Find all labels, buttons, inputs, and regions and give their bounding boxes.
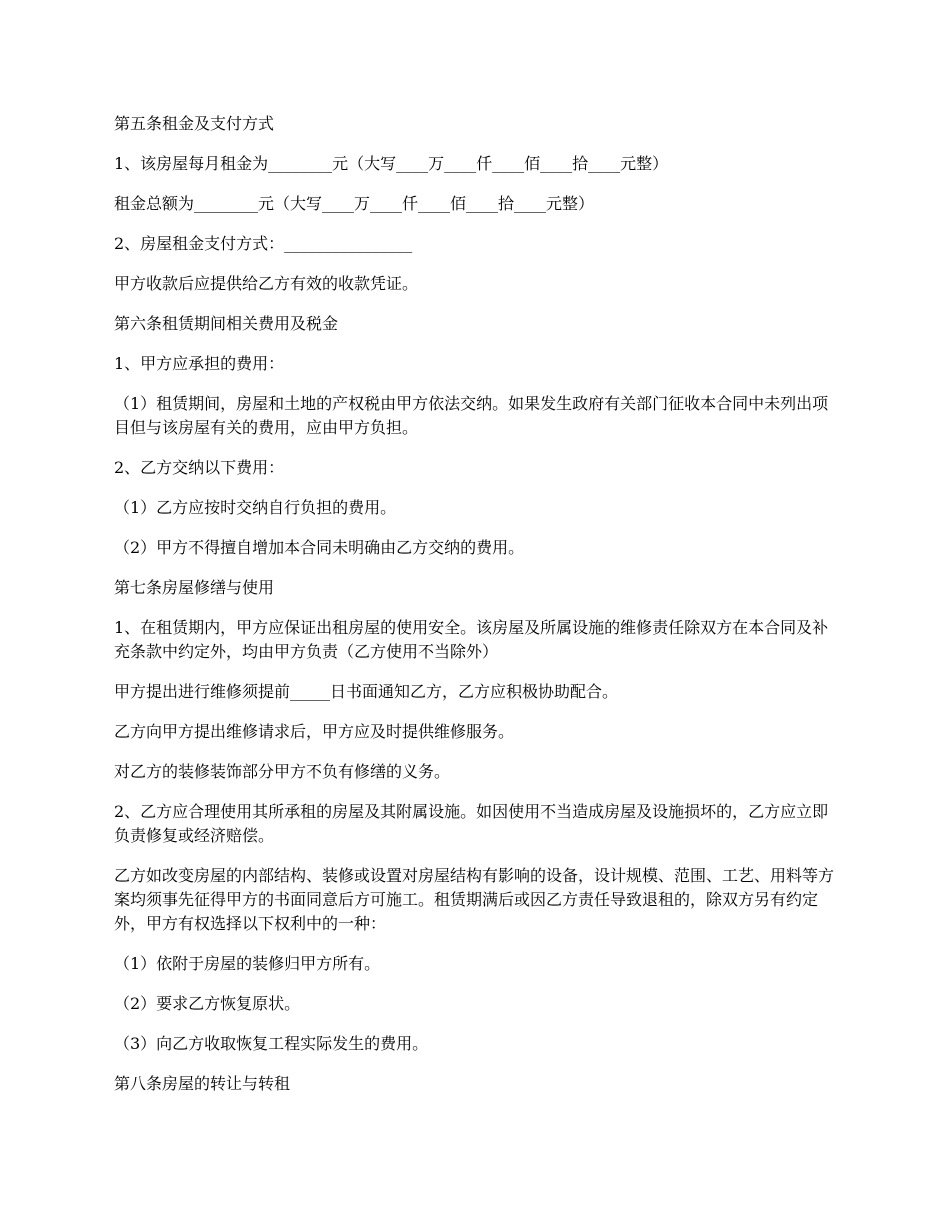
total-rent-clause: 租金总额为________元（大写____万____仟____佰____拾____元整） (114, 194, 595, 213)
decoration-clause: 对乙方的装修装饰部分甲方不负有修缮的义务。 (114, 762, 451, 781)
option-item-2: （2）要求乙方恢复原状。 (114, 994, 301, 1013)
repair-service-clause: 乙方向甲方提出维修请求后，甲方应及时提供维修服务。 (114, 722, 515, 741)
proper-use-clause: 2、乙方应合理使用其所承租的房屋及其附属设施。如因使用不当造成房屋及设施损坏的，乙方应立即负责修复或经济赔偿。 (114, 802, 829, 845)
document-page (114, 112, 842, 1112)
party-b-fees-heading: 2、乙方交纳以下费用： (114, 458, 285, 477)
option-item-3: （3）向乙方收取恢复工程实际发生的费用。 (114, 1034, 429, 1053)
section-heading-7: 第七条房屋修缮与使用 (114, 578, 275, 597)
section-heading-8: 第八条房屋的转让与转租 (114, 1074, 291, 1093)
repair-notice-clause: 甲方提出进行维修须提前_____日书面通知乙方，乙方应积极协助配合。 (114, 682, 619, 701)
repair-clause-1: 1、在租赁期内，甲方应保证出租房屋的使用安全。该房屋及所属设施的维修责任除双方在本合同及补充条款中约定外，均由甲方负责（乙方使用不当除外） (114, 618, 829, 661)
party-a-fees-item-1: （1）租赁期间，房屋和土地的产权税由甲方依法交纳。如果发生政府有关部门征收本合同中未列出项目但与该房屋有关的费用，应由甲方负担。 (114, 394, 829, 437)
party-b-fees-item-1: （1）乙方应按时交纳自行负担的费用。 (114, 498, 397, 517)
section-heading-5: 第五条租金及支付方式 (114, 114, 275, 133)
structure-change-clause: 乙方如改变房屋的内部结构、装修或设置对房屋结构有影响的设备，设计规模、范围、工艺、用料等方案均须事先征得甲方的书面同意后方可施工。租赁期满后或因乙方责任导致退租的，除双方另有约定外，甲方有权选择以下权利中的一种： (114, 866, 835, 933)
monthly-rent-clause: 1、该房屋每月租金为________元（大写____万____仟____佰____拾____元整） (114, 154, 669, 173)
party-a-fees-heading: 1、甲方应承担的费用： (114, 354, 285, 373)
receipt-clause: 甲方收款后应提供给乙方有效的收款凭证。 (114, 274, 419, 293)
party-b-fees-item-2: （2）甲方不得擅自增加本合同未明确由乙方交纳的费用。 (114, 538, 525, 557)
section-heading-6: 第六条租赁期间相关费用及税金 (114, 314, 339, 333)
payment-method-clause: 2、房屋租金支付方式：________________ (114, 234, 413, 253)
option-item-1: （1）依附于房屋的装修归甲方所有。 (114, 954, 381, 973)
